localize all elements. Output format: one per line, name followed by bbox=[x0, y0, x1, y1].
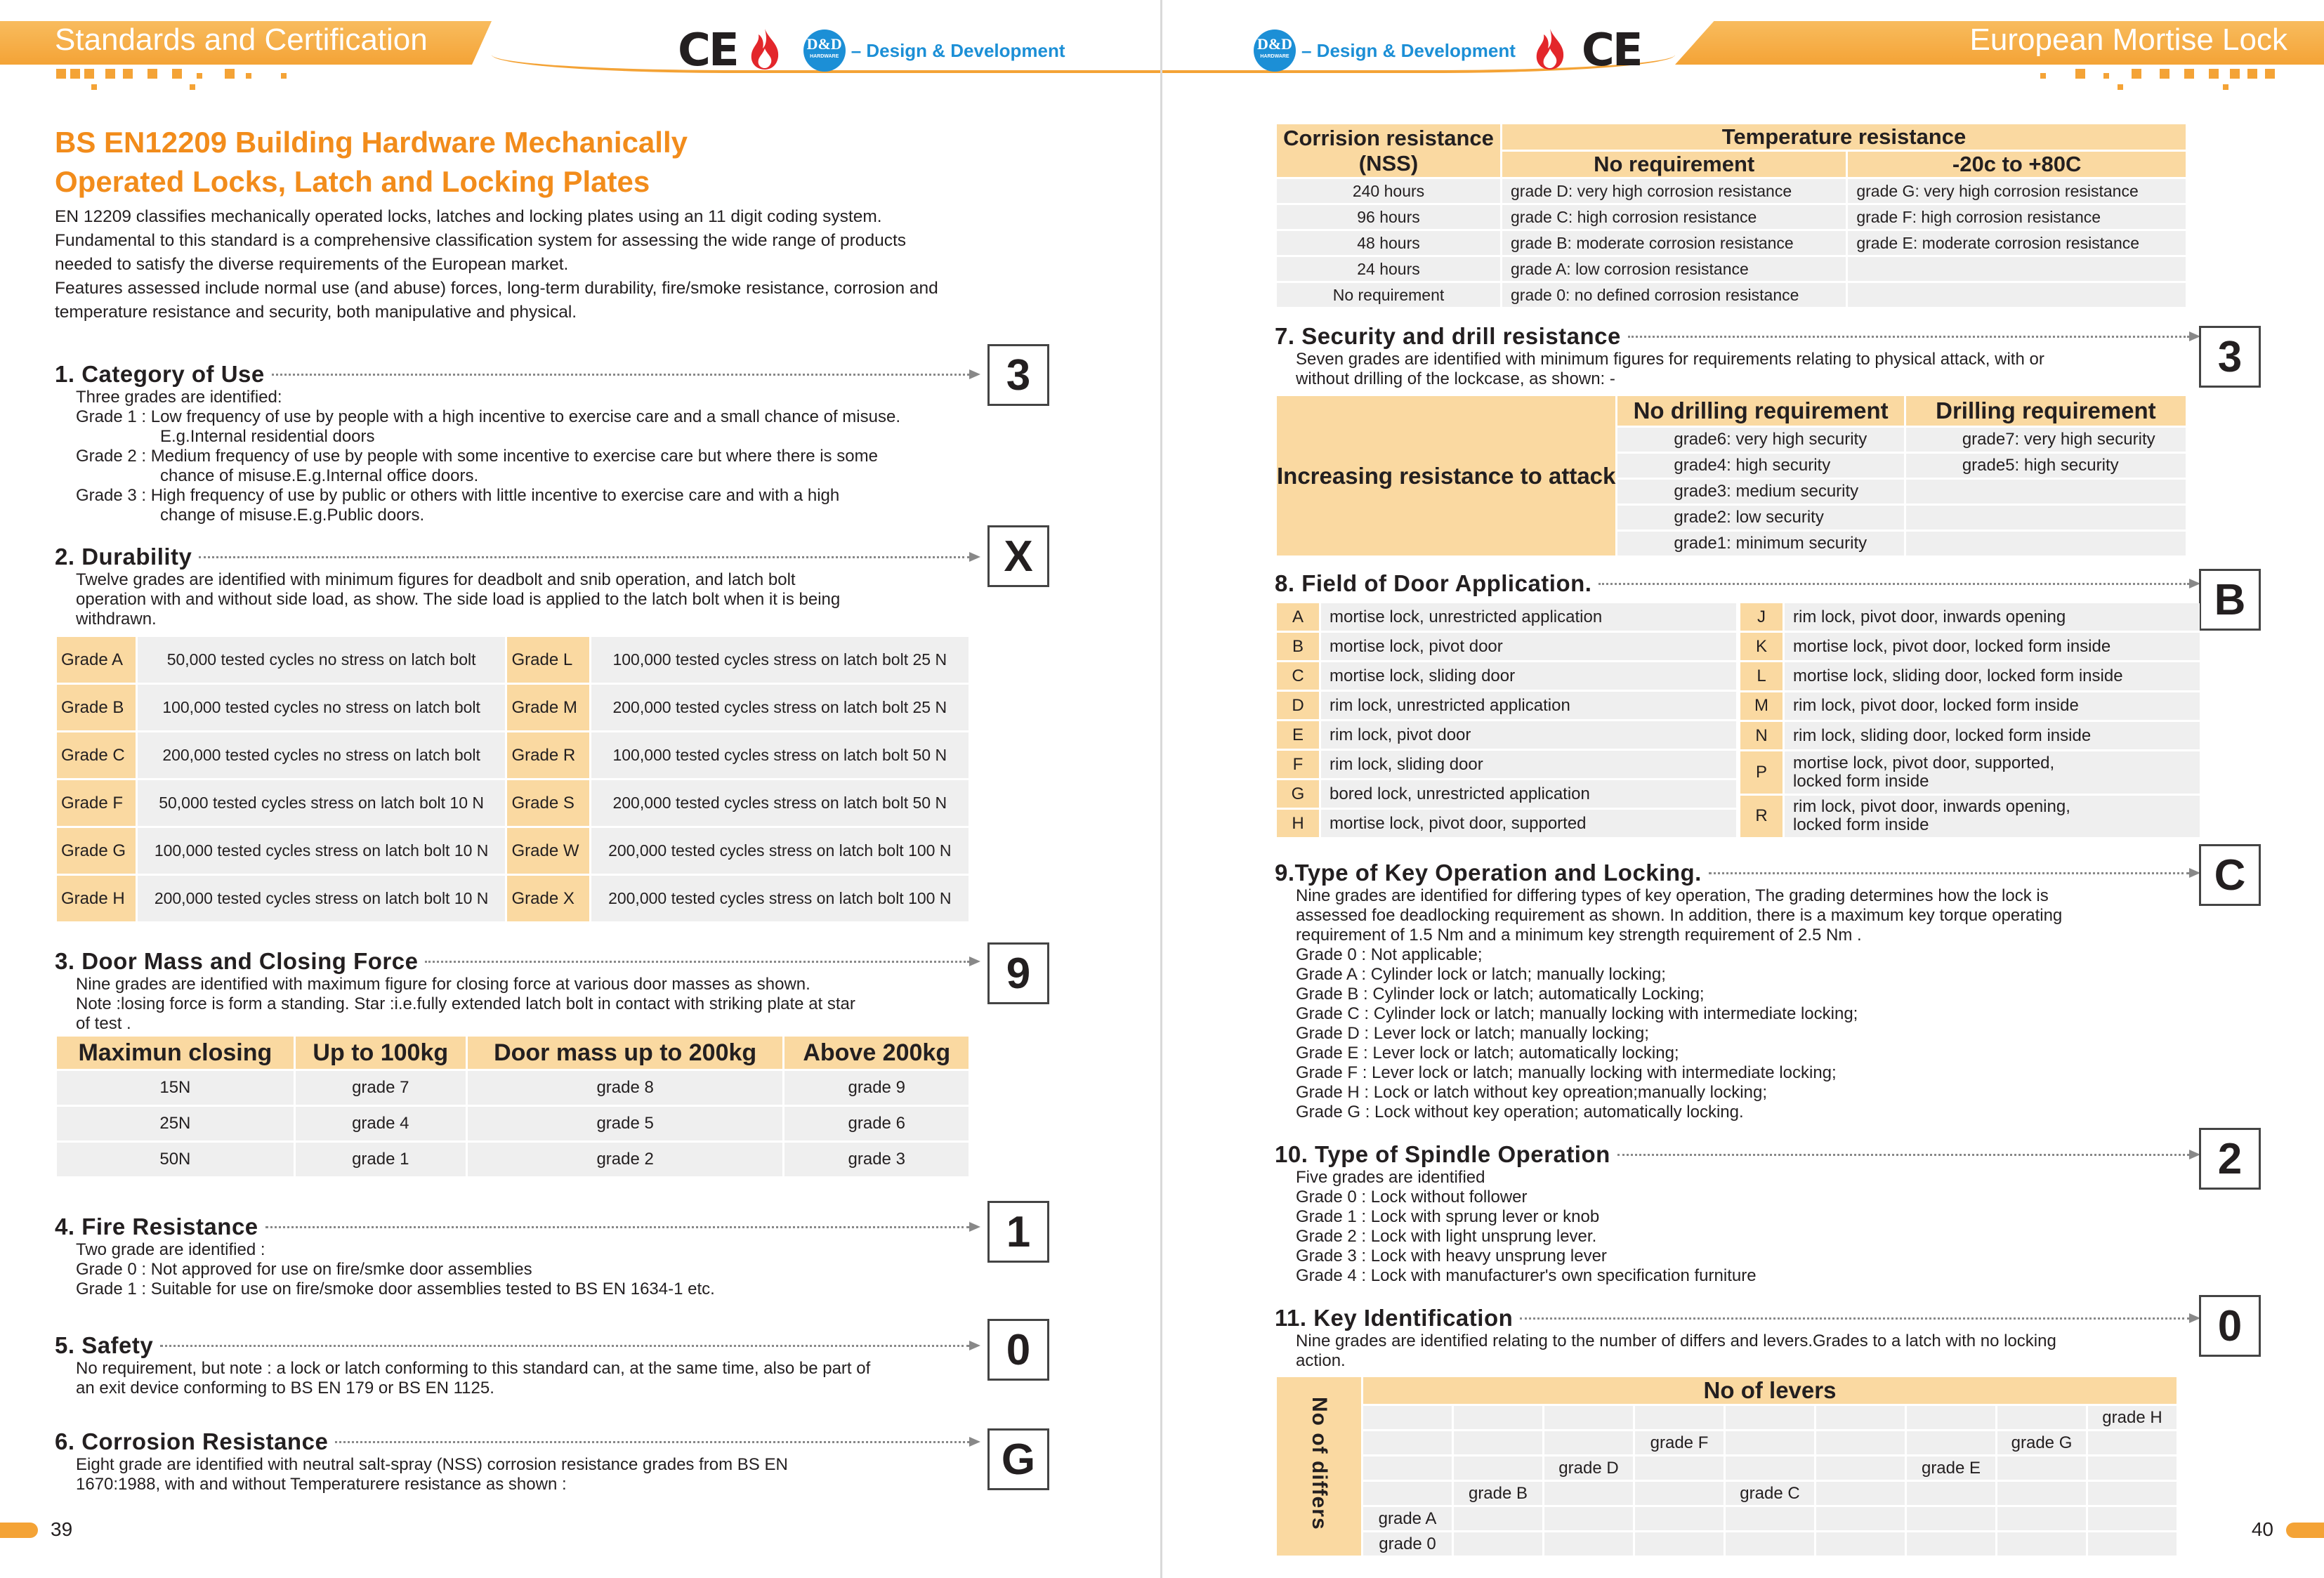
page-tab bbox=[0, 1523, 38, 1538]
arrow-icon bbox=[335, 1441, 969, 1443]
section-security: 7. Security and drill resistance Seven grades are identified with minimum figures for requirements relating to physical attack, with or without drilling of the lockcase, as shown: - bbox=[1275, 323, 2202, 389]
grade-box-3: 9 bbox=[987, 942, 1049, 1004]
table-row: H mortise lock, pivot door, supported bbox=[1277, 810, 1736, 837]
arrow-icon bbox=[1617, 1154, 2189, 1156]
brand-text: – Design & Development bbox=[851, 39, 1065, 61]
table-row: J rim lock, pivot door, inwards opening bbox=[1740, 603, 2200, 631]
arrow-icon bbox=[1598, 583, 2189, 585]
section-door-mass: 3. Door Mass and Closing Force Nine grades are identified with maximum figure for closing force at various door masses as shown. Note :losing force is form a standing. Star :i.e.fully extended latch bolt in contact with striking plate at star of test . bbox=[55, 948, 982, 1034]
arrow-icon bbox=[1709, 872, 2189, 874]
intro-text: EN 12209 classifies mechanically operated locks, latches and locking plates using an 11 digit coding system. Fundamental to this standard is a comprehensive classification system for assessing the wide range of products needed to satisfy the diverse requirements of the European market. Features assessed include normal use (and abuse) forces, long-term durability, fire/smoke resistance, corrosion and temperature resistance and security, both manipulative and physical. bbox=[55, 207, 938, 322]
table-row: No requirement grade 0: no defined corrosion resistance bbox=[1277, 283, 2186, 307]
arrow-icon bbox=[425, 961, 969, 963]
table-row: 24 hours grade A: low corrosion resistance bbox=[1277, 257, 2186, 281]
table-row: Grade F 50,000 tested cycles stress on latch bolt 10 N Grade S 200,000 tested cycles stress on latch bolt 50 N bbox=[57, 780, 969, 826]
table-row: 48 hours grade B: moderate corrosion resistance grade E: moderate corrosion resistance bbox=[1277, 231, 2186, 255]
section-key-identification: 11. Key Identification Nine grades are identified relating to the number of differs and levers.Grades to a latch with no locking action. bbox=[1275, 1305, 2202, 1371]
section-title: 7. Security and drill resistance bbox=[1275, 323, 1621, 349]
field-table-right bbox=[1738, 601, 2202, 839]
table-row: L mortise lock, sliding door, locked form inside bbox=[1740, 662, 2200, 690]
right-page bbox=[1162, 0, 2324, 1578]
table-row: M rim lock, pivot door, locked form inside bbox=[1740, 692, 2200, 720]
fire-icon bbox=[747, 27, 782, 74]
table-row: Grade H 200,000 tested cycles stress on latch bolt 10 N Grade X 200,000 tested cycles stress on latch bolt 100 N bbox=[57, 876, 969, 921]
document-title: BS EN12209 Building Hardware Mechanically Operated Locks, Latch and Locking Plates bbox=[55, 126, 688, 198]
grade-box-7: 3 bbox=[2199, 326, 2261, 388]
arrow-icon bbox=[272, 374, 969, 376]
table-row: grade4: high security grade5: high security bbox=[1277, 454, 2186, 478]
brand-logo: D&D HARDWARE bbox=[803, 29, 846, 72]
section-title: 11. Key Identification bbox=[1275, 1305, 1514, 1331]
section-title: 6. Corrosion Resistance bbox=[55, 1428, 329, 1454]
grade-box-11: 0 bbox=[2199, 1295, 2261, 1357]
arrow-icon bbox=[160, 1345, 969, 1347]
table-row: C mortise lock, sliding door bbox=[1277, 662, 1736, 690]
table-row: grade H bbox=[1277, 1406, 2177, 1429]
page-tab bbox=[2286, 1523, 2324, 1538]
durability-table bbox=[55, 635, 971, 923]
page-number: 39 bbox=[51, 1518, 73, 1540]
table-row: N rim lock, sliding door, locked form inside bbox=[1740, 722, 2200, 749]
ce-mark: CE bbox=[678, 25, 737, 77]
grade-box-1: 3 bbox=[987, 344, 1049, 406]
table-row: G bored lock, unrestricted application bbox=[1277, 780, 1736, 808]
table-row: grade2: low security bbox=[1277, 506, 2186, 530]
table-row: grade6: very high security grade7: very high security bbox=[1277, 428, 2186, 452]
fire-icon bbox=[1532, 27, 1568, 74]
table-row: grade A bbox=[1277, 1507, 2177, 1530]
table-row: 15N grade 7 grade 8 grade 9 bbox=[57, 1071, 969, 1105]
levers-label: No of levers bbox=[1363, 1377, 2177, 1404]
security-table: Increasing resistance to attack No drilling requirement Drilling requirement grade6: very high security grade7: very high security grade4: high security grade5: high security grade3: medium security grade2: low security grade1: minimum security bbox=[1275, 394, 2188, 558]
table-row: grade B grade C bbox=[1277, 1482, 2177, 1505]
table-row: Grade B 100,000 tested cycles no stress on latch bolt Grade M 200,000 tested cycles stress on latch bolt 25 N bbox=[57, 685, 969, 730]
table-row: R rim lock, pivot door, inwards opening, locked form inside bbox=[1740, 796, 2200, 837]
section-fire-resistance: 4. Fire Resistance Two grade are identified : Grade 0 : Not approved for use on fire/smke door assemblies Grade 1 : Suitable for use on fire/smoke door assemblies tested to BS EN 1634-1 etc. bbox=[55, 1214, 982, 1299]
key-identification-table bbox=[1275, 1375, 2179, 1558]
section-title: 3. Door Mass and Closing Force bbox=[55, 948, 419, 974]
grade-box-6: G bbox=[987, 1428, 1049, 1490]
section-key-operation: 9.Type of Key Operation and Locking. Nine grades are identified for differing types of key operation, The grading determines how the lock is assessed foe deadlocking requirement as shown. In addition, there is a maximum key torque operating requirement of 1.5 Nm and a minimum key strength requirement of 2.5 Nm . Grade 0 : Not applicable; Grade A : Cylinder lock or latch; manually locking; Grade B : Cylinder lock or latch; automatically Locking; Grade C : Cylinder lock or latch; manually locking with intermediate locking; Grade D : Lever lock or latch; manually locking; Grade E : Lever lock or latch; automatically locking; Grade F : Lever lock or latch; manually locking with intermediate locking; Grade H : Lock or latch without key opreation;manually locking; Grade G : Lock without key operation; automatically locking. bbox=[1275, 860, 2202, 1122]
table-row: B mortise lock, pivot door bbox=[1277, 633, 1736, 660]
arrow-icon bbox=[1520, 1317, 2189, 1320]
table-row: Grade C 200,000 tested cycles no stress on latch bolt Grade R 100,000 tested cycles stress on latch bolt 50 N bbox=[57, 732, 969, 778]
table-row: 240 hours grade D: very high corrosion resistance grade G: very high corrosion resistance bbox=[1277, 179, 2186, 203]
table-row: F rim lock, sliding door bbox=[1277, 751, 1736, 778]
section-title: 10. Type of Spindle Operation bbox=[1275, 1141, 1610, 1167]
table-row: D rim lock, unrestricted application bbox=[1277, 692, 1736, 719]
table-row: 96 hours grade C: high corrosion resistance grade F: high corrosion resistance bbox=[1277, 205, 2186, 229]
corrosion-table: Corrision resistance (NSS) Temperature resistance No requirement -20c to +80C 240 hours grade D: very high corrosion resistance grade G: very high corrosion resistance 96 hours grade C: high corrosion resistance grade F: high corrosion resistance 48 hours grade B: moderate corrosion resistance grade E: moderate corrosion resistance 24 hours grade A: low corrosion resistance No requirement grade 0: no defined corrosion resistance bbox=[1275, 122, 2188, 309]
grade-box-9: C bbox=[2199, 844, 2261, 906]
table-row: 25N grade 4 grade 5 grade 6 bbox=[57, 1107, 969, 1140]
header-title: European Mortise Lock bbox=[1969, 22, 2287, 57]
table-row: A mortise lock, unrestricted application bbox=[1277, 603, 1736, 631]
section-spindle: 10. Type of Spindle Operation Five grades are identified Grade 0 : Lock without follower Grade 1 : Lock with sprung lever or knob Grade 2 : Lock with light unsprung lever. Grade 3 : Lock with heavy unsprung lever Grade 4 : Lock with manufacturer's own specification furniture bbox=[1275, 1141, 2202, 1286]
section-title: 5. Safety bbox=[55, 1332, 154, 1358]
header-title: Standards and Certification bbox=[55, 22, 428, 57]
table-row: grade F grade G bbox=[1277, 1431, 2177, 1454]
grade-box-8: B bbox=[2199, 569, 2261, 631]
table-row: Grade A 50,000 tested cycles no stress on latch bolt Grade L 100,000 tested cycles stress on latch bolt 25 N bbox=[57, 637, 969, 683]
logo-group bbox=[1254, 25, 1641, 77]
table-row: grade1: minimum security bbox=[1277, 532, 2186, 555]
table-row: K mortise lock, pivot door, locked form inside bbox=[1740, 633, 2200, 660]
arrow-icon bbox=[199, 556, 969, 558]
arrow-icon bbox=[1628, 336, 2189, 338]
field-tables bbox=[1275, 601, 2202, 839]
table-row: P mortise lock, pivot door, supported, locked form inside bbox=[1740, 751, 2200, 793]
door-mass-table: Maximun closing Up to 100kg Door mass up to 200kg Above 200kg 15N grade 7 grade 8 grade 9 25N grade 4 grade 5 grade 6 50N grade 1 grade 2 grade 3 bbox=[55, 1034, 971, 1178]
differs-label: No of differs bbox=[1308, 1397, 1331, 1530]
table-row: 50N grade 1 grade 2 grade 3 bbox=[57, 1143, 969, 1176]
grade-box-4: 1 bbox=[987, 1201, 1049, 1263]
page-number: 40 bbox=[2251, 1518, 2273, 1540]
section-durability: 2. Durability Twelve grades are identified with minimum figures for deadbolt and snib operation, and latch bolt operation with and without side load, as show. The side load is applied to the latch bolt when it is being withdrawn. bbox=[55, 544, 982, 629]
table-row: grade3: medium security bbox=[1277, 480, 2186, 504]
section-corrosion: 6. Corrosion Resistance Eight grade are identified with neutral salt-spray (NSS) corrosion resistance grades from BS EN 1670:1988, with and without Temperaturere resistance as shown : bbox=[55, 1428, 982, 1494]
brand-logo: D&D HARDWARE bbox=[1254, 29, 1296, 72]
grade-box-10: 2 bbox=[2199, 1128, 2261, 1190]
table-row: grade 0 bbox=[1277, 1532, 2177, 1556]
section-category-of-use: 1. Category of Use Three grades are identified: Grade 1 : Low frequency of use by people with a high incentive to exercise care and a small chance of misuse. E.g.Internal residential doors Grade 2 : Medium frequency of use by people with some incentive to exercise care but where there is some chance of misuse.E.g.Internal office doors. Grade 3 : High frequency of use by public or others with little incentive to exercise care and with a high change of misuse.E.g.Public doors. bbox=[55, 361, 982, 525]
section-title: 4. Fire Resistance bbox=[55, 1214, 258, 1240]
table-row: grade D grade E bbox=[1277, 1457, 2177, 1480]
section-safety: 5. Safety No requirement, but note : a lock or latch conforming to this standard can, at the same time, also be part of an exit device conforming to BS EN 179 or BS EN 1125. bbox=[55, 1332, 982, 1398]
brand-text: – Design & Development bbox=[1301, 39, 1516, 61]
section-title: 2. Durability bbox=[55, 544, 192, 570]
section-title: 1. Category of Use bbox=[55, 361, 265, 387]
table-row: Grade G 100,000 tested cycles stress on latch bolt 10 N Grade W 200,000 tested cycles stress on latch bolt 100 N bbox=[57, 828, 969, 874]
field-table-left bbox=[1275, 601, 1738, 839]
table-row: E rim lock, pivot door bbox=[1277, 721, 1736, 749]
section-field-of-application bbox=[1275, 570, 2202, 597]
logo-group bbox=[678, 25, 1065, 77]
section-title: 9.Type of Key Operation and Locking. bbox=[1275, 860, 1702, 886]
arrow-icon bbox=[265, 1226, 969, 1228]
grade-box-2: X bbox=[987, 525, 1049, 587]
grade-box-5: 0 bbox=[987, 1319, 1049, 1381]
ce-mark: CE bbox=[1581, 25, 1641, 77]
section-title: 8. Field of Door Application. bbox=[1275, 570, 1592, 596]
